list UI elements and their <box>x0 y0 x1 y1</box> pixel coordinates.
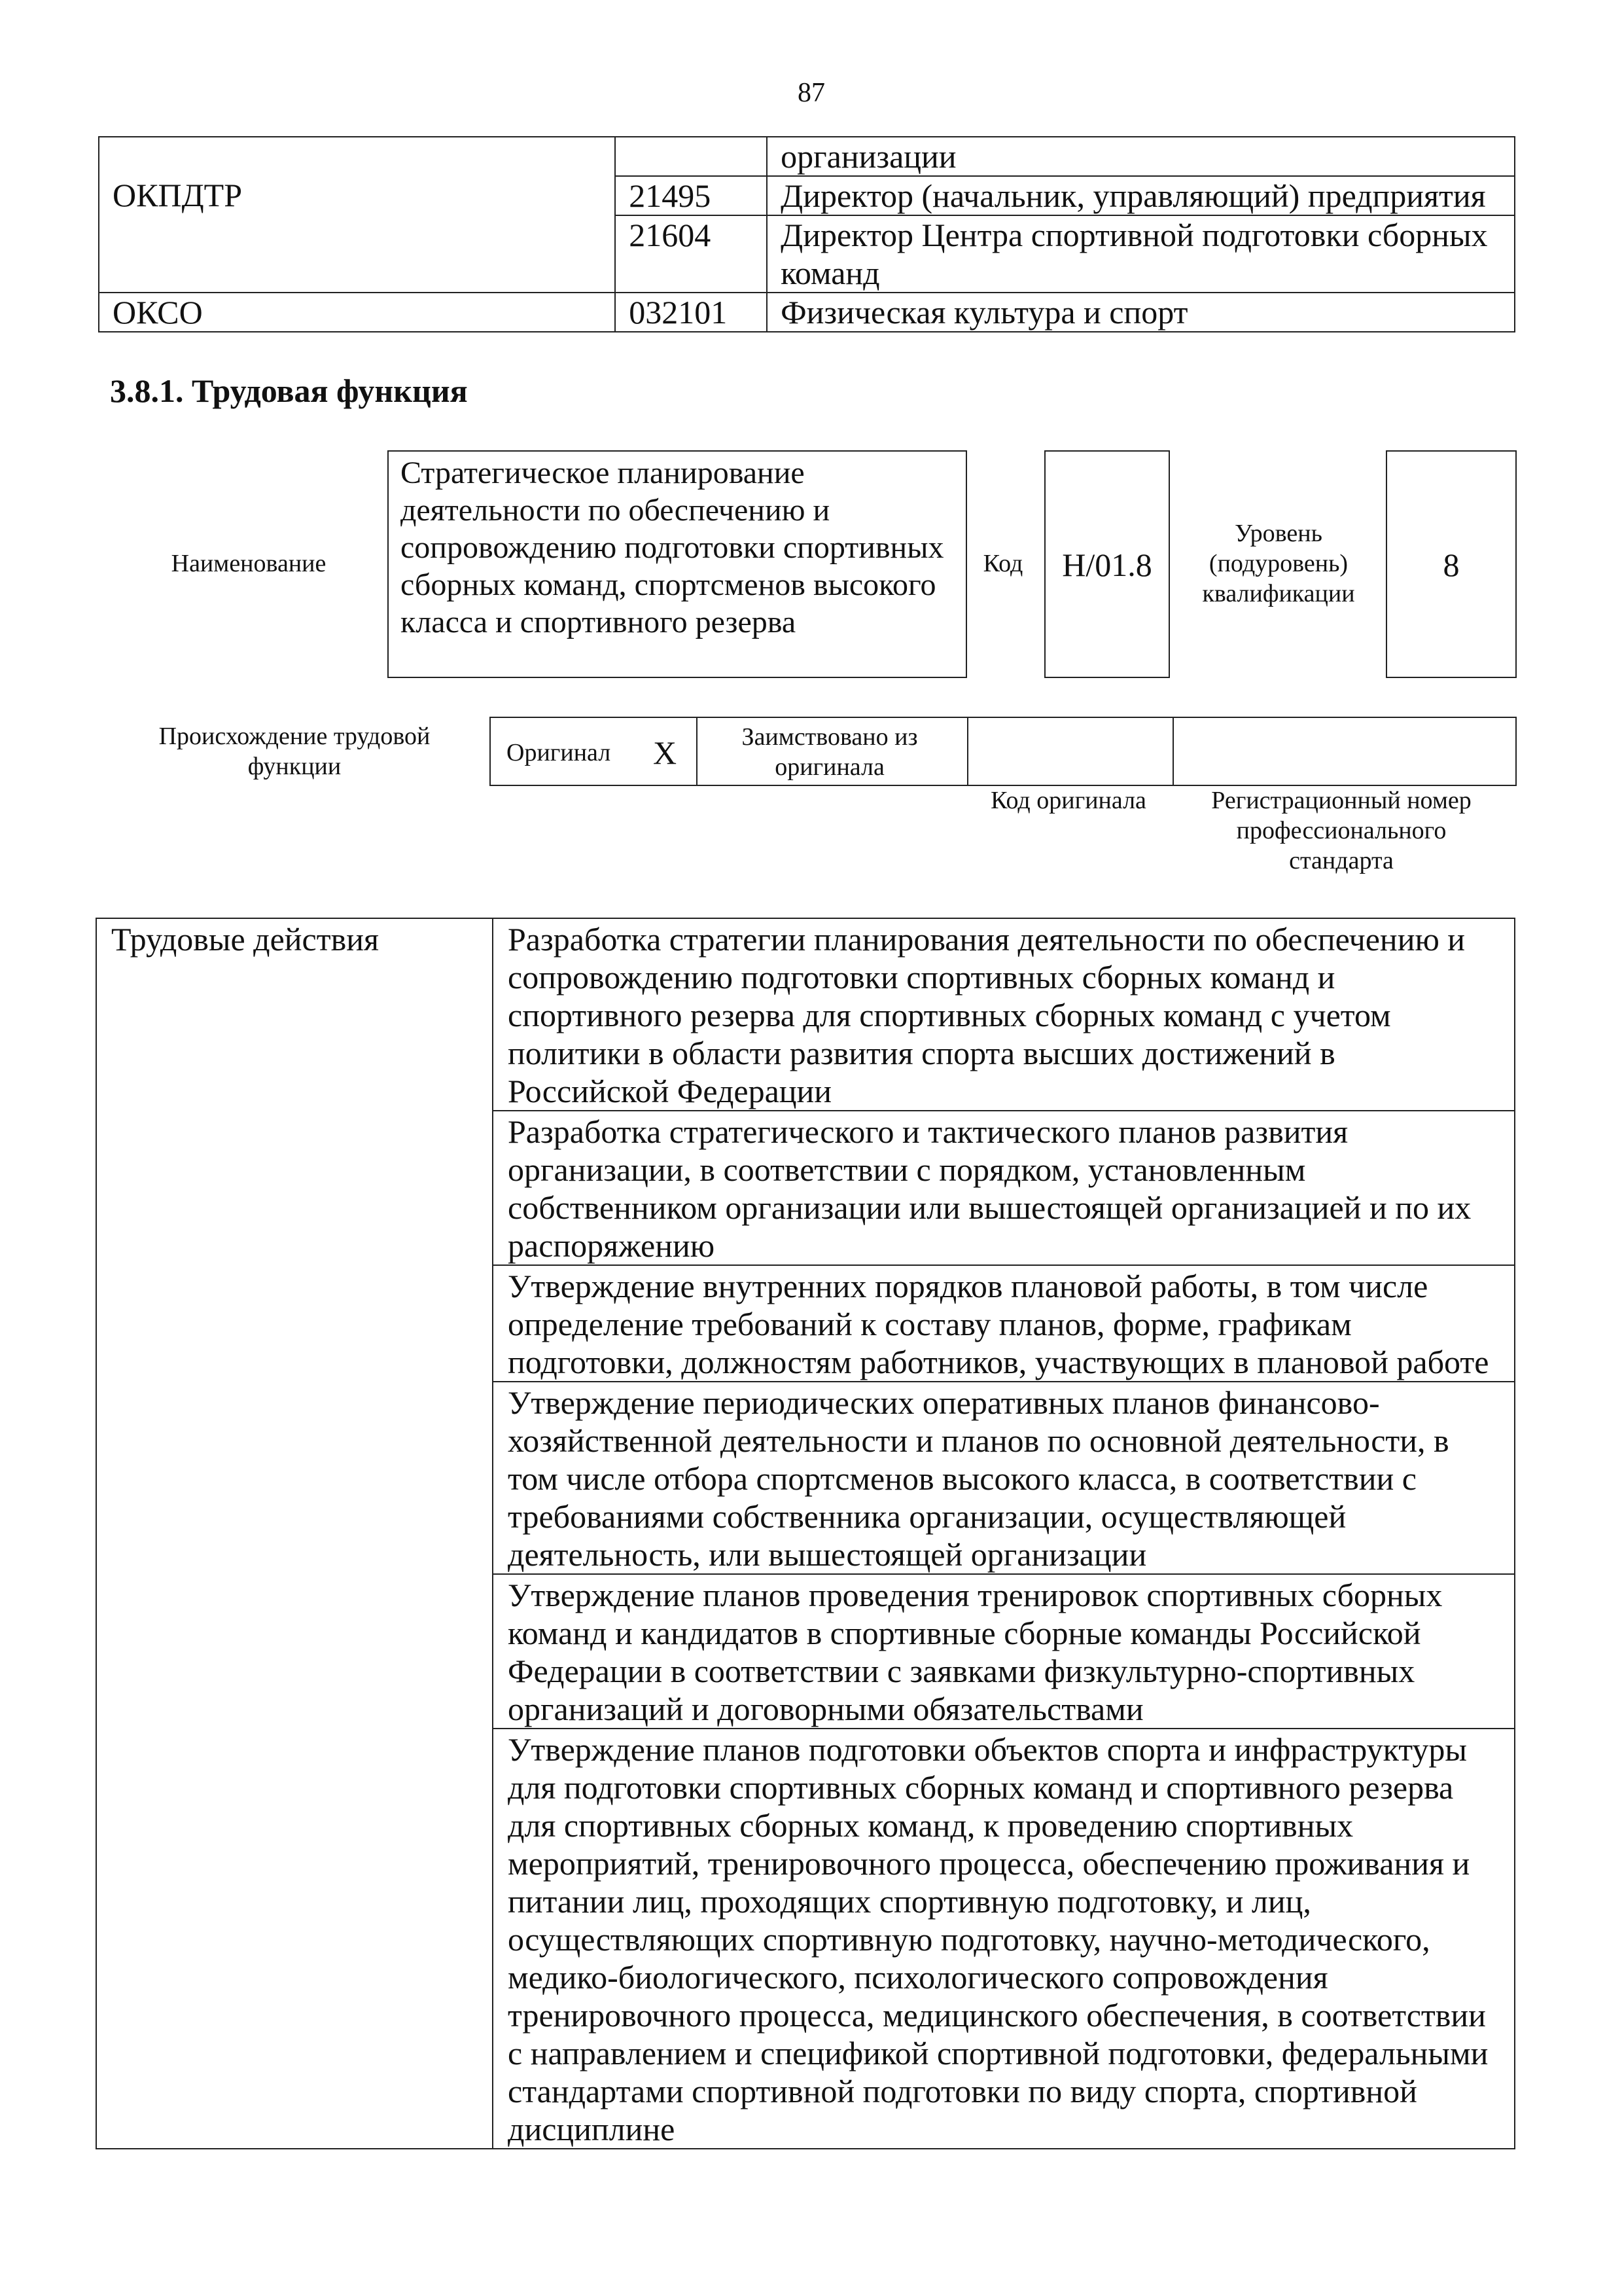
table-row <box>99 215 1515 293</box>
action-item: Утверждение планов подготовки объектов спорта и инфраструктуры для подготовки спортивных сборных команд и спортивного резерва для спортивных сборных команд, к проведению спортивных мероприятий, тренировочного процесса, обеспечению проживания и питании лиц, проходящих спортивную подготовку, и лиц, осуществляющих спортивную подготовку, научно-методического, медико-биологического, психологического сопровождения тренировочного процесса, медицинского обеспечения, в соответствии с направлением и спецификой спортивной подготовки, федеральными стандартами спортивной подготовки по виду спорта, спортивной дисциплине <box>493 1729 1515 2149</box>
code-cell: 21604 <box>615 215 767 293</box>
title-cell: организации <box>767 137 1515 176</box>
table-row <box>99 176 1515 215</box>
divider <box>967 718 968 786</box>
original-mark: X <box>653 734 677 771</box>
name-label: Наименование <box>171 550 327 577</box>
origin-row <box>489 717 1517 786</box>
table-row <box>99 137 1515 176</box>
action-item: Утверждение планов проведения тренировок спортивных сборных команд и кандидатов в спортивные сборные команды Российской Федерации в соответствии с заявками физкультурно-спортивных организаций и договорными обязательствами <box>493 1574 1515 1729</box>
page-number: 87 <box>798 78 825 108</box>
code-cell: 21495 <box>615 176 767 215</box>
original-label: Оригинал <box>506 739 611 766</box>
level-label: Уровень (подуровень) квалификации <box>1202 520 1355 607</box>
divider <box>696 718 697 786</box>
action-item: Утверждение периодических оперативных планов финансово-хозяйственной деятельности и планов по основной деятельности, в том числе отбора спортсменов высокого класса, в соответствии с требованиями собственника организации, осуществляющей деятельность, или вышестоящей организации <box>493 1382 1515 1574</box>
labour-actions-table <box>96 918 1515 2149</box>
origin-label: Происхождение трудовой функции <box>158 723 431 780</box>
title-cell: Директор Центра спортивной подготовки сборных команд <box>767 215 1515 293</box>
divider <box>1173 718 1174 786</box>
classifier-name-cell: ОКПДТР <box>99 176 615 215</box>
code-cell <box>615 137 767 176</box>
action-item: Утверждение внутренних порядков плановой работы, в том числе определение требований к составу планов, форме, графикам подготовки, должностям работников, участвующих в плановой работе <box>493 1265 1515 1382</box>
function-name-value: Стратегическое планирование деятельности по обеспечению и сопровождению подготовки спортивных сборных команд, спортсменов высокого класса и спортивного резерва <box>387 450 967 678</box>
table-row <box>96 918 1515 1111</box>
classifier-name-cell <box>99 215 615 293</box>
action-item: Разработка стратегии планирования деятельности по обеспечению и сопровождению подготовки спортивных сборных команд и спортивного резерва для спортивных сборных команд с учетом политики в области развития спорта высших достижений в Российской Федерации <box>493 918 1515 1111</box>
code-label: Код <box>983 550 1023 577</box>
level-value: 8 <box>1386 450 1517 678</box>
code-original-label: Код оригинала <box>991 787 1146 814</box>
section-heading: 3.8.1. Трудовая функция <box>110 372 468 409</box>
action-item: Разработка стратегического и тактического планов развития организации, в соответствии с порядком, установленным собственником организации или вышестоящей организацией и по их распоряжению <box>493 1111 1515 1265</box>
classification-table <box>98 136 1515 332</box>
title-cell: Физическая культура и спорт <box>767 293 1515 332</box>
classifier-name-cell <box>99 137 615 176</box>
table-row <box>99 293 1515 332</box>
code-value: H/01.8 <box>1044 450 1170 678</box>
borrowed-label: Заимствовано из оригинала <box>741 723 918 781</box>
actions-header-cell: Трудовые действия <box>96 918 493 2149</box>
reg-number-label: Регистрационный номер профессионального стандарта <box>1211 787 1472 874</box>
title-cell: Директор (начальник, управляющий) предприятия <box>767 176 1515 215</box>
code-cell: 032101 <box>615 293 767 332</box>
classifier-name-cell: ОКСО <box>99 293 615 332</box>
